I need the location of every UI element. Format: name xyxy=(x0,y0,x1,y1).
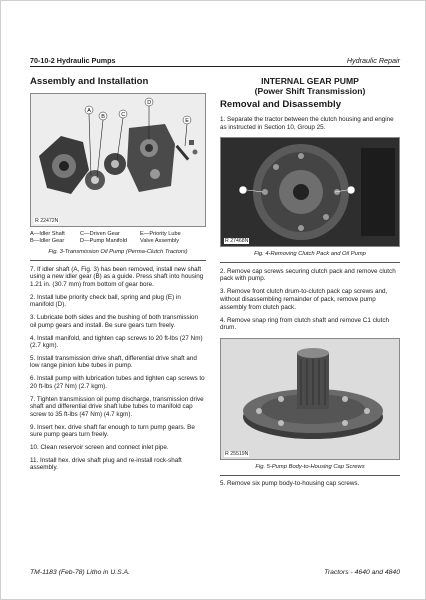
step-paragraph: 6. Install pump with lubrication tubes and tighten cap screws to 20 ft-lbs (27 Nm) (2.7 kgm). xyxy=(30,375,205,390)
caption-rule xyxy=(220,475,400,476)
right-column xyxy=(220,76,400,494)
legend-item: D—Pump Manifold xyxy=(80,238,127,244)
clutch-pack-photo xyxy=(221,138,400,246)
step-paragraph: 5. Install transmission drive shaft, differential drive shaft and low range pinion lube tubes in pump. xyxy=(30,354,197,370)
callout-e: E xyxy=(185,118,189,124)
step-paragraph: 3. Remove front clutch drum-to-clutch pack cap screws and, without disassembling remainder of pack, remove pump assembly from clutch pack. xyxy=(220,288,388,311)
left-column xyxy=(30,76,206,477)
legend-item: E—Priority Lube xyxy=(140,231,181,237)
figure-5-caption: Fig. 5-Pump Body-to-Housing Cap Screws xyxy=(255,463,365,470)
figure-3-photo xyxy=(30,93,206,227)
manual-page xyxy=(30,56,400,576)
step-paragraph: 3. Lubricate both sides and the bushing of both transmission oil pump gears and install. Be sure gears turn freely. xyxy=(30,314,199,329)
legend-item: C—Driven Gear xyxy=(80,231,120,237)
header-rule xyxy=(30,66,400,67)
header-chapter-label: Hydraulic Repair xyxy=(346,56,400,65)
step-paragraph: 10. Clean reservoir screen and connect inlet pipe. xyxy=(30,443,169,451)
figure-3-caption: Fig. 3-Transmission Oil Pump (Perma-Clutch Tractors) xyxy=(48,249,188,255)
footer-manual-id: TM-1183 (Feb-78) Litho in U.S.A. xyxy=(30,569,130,576)
step-paragraph: 9. Insert hex. drive shaft far enough to turn pump gears. Be sure pump gears turn freely. xyxy=(30,423,195,439)
step-paragraph: 11. Install hex. drive shaft plug and re-install rock-shaft assembly. xyxy=(30,456,182,472)
step-paragraph: 2. Install lube priority check ball, spring and plug (E) in manifold (D). xyxy=(30,293,181,309)
callout-d: D xyxy=(147,100,152,106)
figure-5-photo xyxy=(220,338,400,460)
caption-rule xyxy=(30,260,206,261)
step-paragraph: 2. Remove cap screws securing clutch pack and remove clutch pack with pump. xyxy=(220,267,396,283)
step-paragraph: 5. Remove six pump body-to-housing cap screws. xyxy=(220,480,360,488)
legend-item: Valve Assembly xyxy=(140,238,180,244)
figure-4-id: R 27468N xyxy=(225,237,249,244)
figure-4-photo xyxy=(220,137,400,247)
pump-body-photo xyxy=(221,339,400,459)
figure-4-caption: Fig. 4-Removing Clutch Pack and Oil Pump xyxy=(254,250,366,257)
callout-b: B xyxy=(101,114,105,120)
caption-rule xyxy=(220,262,400,263)
oil-pump-illustration xyxy=(31,94,206,226)
figure-5-id: R 25519N xyxy=(225,450,249,457)
legend-item: B—Idler Gear xyxy=(30,238,65,244)
section-heading-line1: INTERNAL GEAR PUMP xyxy=(261,76,359,86)
subsection-title: Removal and Disassembly xyxy=(220,99,342,110)
figure-3-legend xyxy=(30,231,206,245)
callout-a: A xyxy=(87,108,91,114)
section-title: Assembly and Installation xyxy=(30,76,149,87)
step-paragraph: 7. Tighten transmission oil pump discharge, transmission drive shaft and differential drive shaft lube tubes to manifold cap screw to 35 ft-lbs (47 Nm) (4.7 kgm). xyxy=(30,395,204,418)
callout-c: C xyxy=(121,112,126,118)
step-paragraph: 7. If idler shaft (A, Fig. 3) has been removed, install new shaft using a new idler gear (B) as a guide. Press shaft into housing 1.21 in. (30.7 mm) from bottom of gear bore. xyxy=(30,265,204,288)
footer-model-label: Tractors - 4640 and 4840 xyxy=(324,569,400,576)
legend-item: A—Idler Shaft xyxy=(30,231,65,237)
figure-3-id: R 22472N xyxy=(35,218,59,224)
section-heading-line2: (Power Shift Transmission) xyxy=(254,86,366,96)
header-section-label: 70-10-2 Hydraulic Pumps xyxy=(30,56,116,65)
step-paragraph: 4. Install manifold, and tighten cap screws to 20 ft-lbs (27 Nm) (2.7 kgm). xyxy=(30,334,203,350)
step-paragraph: 4. Remove snap ring from clutch shaft and remove C1 clutch drum. xyxy=(220,316,390,332)
step-paragraph: 1. Separate the tractor between the clutch housing and engine as instructed in Section 10, Group 25. xyxy=(220,116,394,131)
